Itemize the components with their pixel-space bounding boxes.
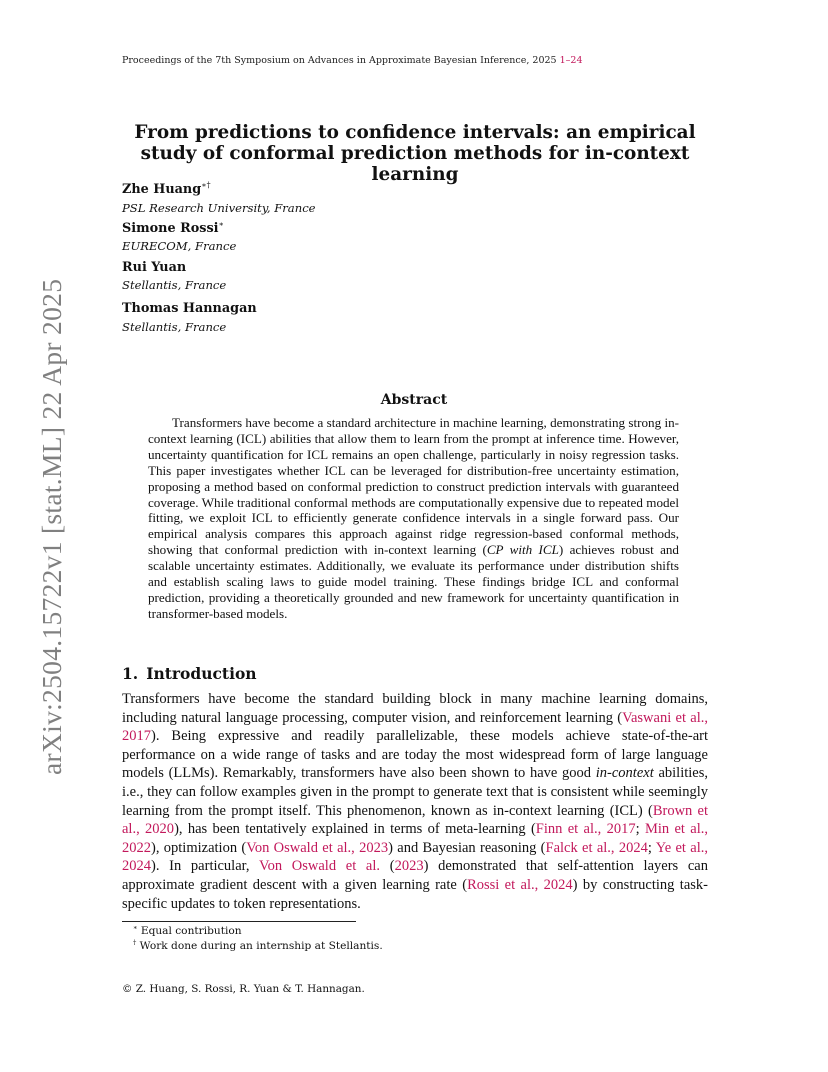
running-header	[122, 55, 583, 66]
section-title: Introduction	[146, 664, 257, 683]
citation-link[interactable]: Falck et al., 2024	[545, 839, 648, 856]
citation-link[interactable]: Min et al., 2022	[122, 821, 708, 856]
author-name: Rui Yuan	[122, 260, 187, 275]
author-affiliation: Stellantis, France	[122, 278, 227, 292]
citation-link[interactable]: Finn et al., 2017	[535, 821, 636, 838]
author-name: Zhe Huang∗†	[122, 180, 211, 197]
citation-link[interactable]: Von Oswald et al., 2023	[246, 839, 389, 856]
author-name: Thomas Hannagan	[122, 301, 257, 316]
citation-link[interactable]: Brown et al., 2020	[122, 802, 709, 838]
copyright-notice: © Z. Huang, S. Rossi, R. Yuan & T. Hannagan.	[122, 983, 365, 995]
venue-text: Proceedings of the 7th Symposium on Advances in Approximate Bayesian Inference, 2025	[122, 55, 557, 66]
footnote: † Work done during an internship at Stellantis.	[133, 938, 383, 952]
author-mark: ∗	[218, 219, 224, 229]
section-heading	[122, 664, 257, 683]
citation-link[interactable]: Ye et al., 2024	[122, 839, 708, 875]
abstract-heading: Abstract	[380, 392, 448, 408]
citation-link[interactable]: 2023	[394, 858, 424, 875]
section-number: 1.	[122, 664, 139, 683]
footnote-divider	[122, 921, 356, 922]
author-mark: ∗†	[201, 180, 211, 190]
citation-link[interactable]: Rossi et al., 2024	[467, 876, 573, 893]
author-affiliation: PSL Research University, France	[122, 201, 316, 215]
abstract-emphasis: CP with ICL	[486, 542, 559, 558]
footnote-mark: †	[133, 938, 137, 947]
arxiv-identifier-stamp: arXiv:2504.15722v1 [stat.ML] 22 Apr 2025	[36, 278, 67, 775]
emphasis: in-context	[595, 765, 654, 782]
footnote-mark: ∗	[133, 923, 138, 932]
introduction-paragraph: Transformers have become the standard building block in many machine learning domains, including natural language processing, computer vision, and reinforcement learning (Vaswani et al., 2017). Being expressive and readily parallelizable, these models achieve state-of-the-art performance on a wide range of tasks and are today the most widespread form of large language models (LLMs). Remarkably, transformers have also been shown to have good in-context abilities, i.e., they can follow examples given in the prompt to generate text that is consistent while seemingly learning from the prompt itself. This phenomenon, known as in-context learning (ICL) (Brown et al., 2020), has been tentatively explained in terms of meta-learning (Finn et al., 2017; Min et al., 2022), optimization (Von Oswald et al., 2023) and Bayesian reasoning (Falck et al., 2024; Ye et al., 2024). In particular, Von Oswald et al. (2023) demonstrated that self-attention layers can approximate gradient descent with a given learning rate (Rossi et al., 2024) by constructing task-specific updates to token representations.	[122, 691, 709, 912]
citation-link[interactable]: Von Oswald et al.	[258, 858, 381, 875]
author-name: Simone Rossi∗	[122, 219, 224, 236]
citation-link[interactable]: Vaswani et al., 2017	[122, 709, 708, 745]
paper-title: From predictions to confidence intervals: an empirical study of conformal prediction methods for in-context learning	[134, 122, 696, 185]
abstract-text: Transformers have become a standard architecture in machine learning, demonstrating strong in-context learning (ICL) abilities that allow them to learn from the prompt at inference time. However, uncertainty quantification for ICL remains an open challenge, particularly in noisy regression tasks. This paper investigates whether ICL can be leveraged for distribution-free uncertainty estimation, proposing a method based on conformal prediction to construct prediction intervals with guaranteed coverage. While traditional conformal methods are computationally expensive due to repeated model fitting, we exploit ICL to efficiently generate confidence intervals in a single forward pass. Our empirical analysis compares this approach against ridge regression-based conformal methods, showing that conformal prediction with in-context learning (CP with ICL) achieves robust and scalable uncertainty estimates. Additionally, we evaluate its performance under distribution shifts and establish scaling laws to guide model training. These findings bridge ICL and conformal prediction, providing a theoretically grounded and new framework for uncertainty quantification in transformer-based models.	[148, 415, 679, 621]
page-range-link[interactable]: 1–24	[559, 55, 583, 66]
footnote: ∗ Equal contribution	[133, 923, 242, 937]
author-affiliation: Stellantis, France	[122, 320, 227, 334]
author-affiliation: EURECOM, France	[122, 239, 237, 253]
